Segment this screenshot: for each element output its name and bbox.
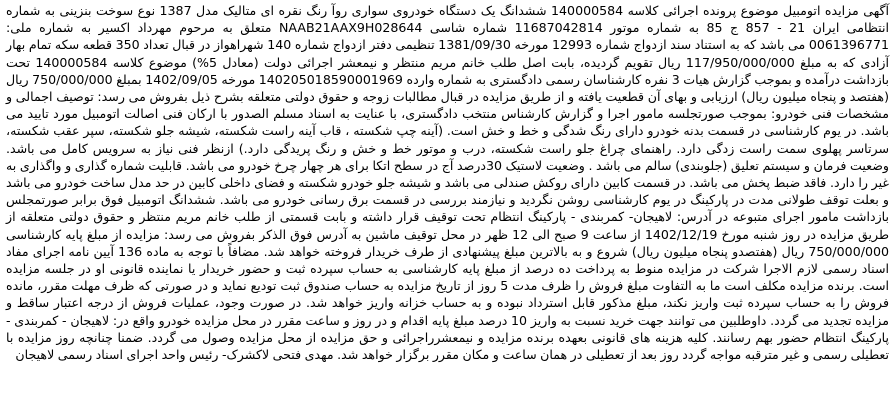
auction-notice: آگهی مزایده اتومبیل موضوع پرونده اجرائی کلاسه 140000584 ششدانگ یک دستگاه خودروی سواری روآ رنگ نقره ای متالیک مدل 1387 نوع سوخت بنزینی به شماره انتظامی ایران 21 - 857 ج 85 به شماره موتور 11687042814 شماره شاسی NAAB21AAX9H028644 متعلق به مرحوم مهرداد اکسیر به شماره ملی: 0061396771 می باشد که به استناد سند ازدواج شماره 12993 مورخه 1381/09/30 تنظیمی دفتر ازدواج شماره 140 شهراهواز در قبال تعداد 350 قطعه سکه تمام بهار آزادی که به مبلغ 117/950/000/000 ریال تقویم گردیده، بابت اصل طلب خانم مریم منتظر و نیمعشر اجرائی دولت (معادل 5%) موضوع کلاسه 140000584 تحت بازداشت درآمده و بموجب گزارش هیات 3 نفره کارشناسان رسمی دادگستری به شماره وارده 140205018590001969 مورخه 1402/09/05 بمبلغ 750/000/000 ریال (هفتصد و پنجاه میلیون ریال) ارزیابی و بهای آن قطعیت یافته و از طریق مزایده در قبال مطالبات زوجه و حقوق دولتی متعلقه بشرح ذیل بفروش می رسد: توصیف اجمالی و مشخصات فنی خودرو: بموجب صورتجلسه مامور اجرا و گزارش کارشناس منتخب دادگستری، با عنایت به اسناد مسلم الصدور با ارکان فنی اصالت اتومبیل مورد تایید می باشد. در یوم کارشناسی در قسمت بدنه خودرو دارای رنگ شدگی و خط و خش است. (آینه چپ شکسته ، قاب آینه راست شکسته، شیشه جلو شکسته، سپر عقب شکسته، سرتاسر پهلوی سمت راست زدگی دارد. راهنمای چراغ جلو راست شکسته، درب و موتور خط و خش و رنگ پریدگی دارد.) ازنظر فنی نیاز به سرویس کامل می باشد. وضعیت فرمان و سیستم تعلیق (جلوبندی) سالم می باشد . وضعیت لاستیک 30درصد آج در سطح اتکا برای هر چهار چرخ خودرو می باشد. قابلیت شماره گذاری و واگذاری به غیر را دارد. فاقد ضبط پخش می باشد. در قسمت کابین دارای روکش صندلی می باشد و شیشه جلو خودرو شکسته و فضای داخلی کابین در حد مدل ساخت خودرو می باشد و بعلت توقف طولانی مدت در پارکینگ در یوم کارشناسی روشن نگردید و نیازمند بررسی در قسمت برق رسانی خودرو می باشد. ششدانگ اتومبیل فوق برابر صورتمجلس بازداشت مامور اجرای متبوعه در آدرس: لاهیجان- کمربندی - پارکینگ انتظام تحت توقیف قرار داشته و بابت قسمتی از طلب خانم مریم منتظر و حقوق دولتی متعلقه از طریق مزایده در روز شنبه مورخ 1402/12/19 از ساعت 9 صبح الی 12 ظهر در محل توقیف ماشین به آدرس فوق الذکر بفروش می رسد: مزایده از مبلغ پایه کارشناسی 750/000/000 ریال (هفتصدو پنجاه میلیون ریال) شروع و به بالاترین مبلغ پیشنهادی از طرف خریدار فروخته خواهد شد. مضافاً با توجه به ماده 136 آیین نامه اجرای مفاد اسناد رسمی لازم الاجرا شرکت در مزایده منوط به پرداخت ده درصد از مبلغ پایه کارشناسی به حساب سپرده ثبت و حضور خریدار یا نماینده قانونی او در جلسه مزایده است. برنده مزایده مکلف است ما به التفاوت مبلغ فروش را ظرف مدت 5 روز از تاریخ مزایده به حساب صندوق ثبت تودیع نماید و در صورتی که ظرف مهلت مقرر، مانده فروش را به حساب سپرده ثبت واریز نکند، مبلغ مذکور قابل استرداد نبوده و به حساب خزانه واریز خواهد شد. در صورت وجود، عملیات فروش از درجه اعتبار ساقط و مزایده تجدید می گردد. داوطلبین می توانند جهت خرید نسبت به واریز 10 درصد مبلغ پایه اقدام و در روز و ساعت مقرر در محل مزایده خودرو واقع در: لاهیجان - کمربندی - پارکینگ انتظام حضور بهم رسانند. کلیه هزینه های قانونی بعهده برنده مزایده و نیمعشرراجرائی و حق مزایده از محل مزایده وصول می گردد. ضمنا چنانچه روز مزایده با تعطیلی رسمی و غیر مترقبه مواجه گردد روز بعد از تعطیلی در همان ساعت و مکان مقرر برگزار خواهد شد. مهدی فتحی لاکشرک- رئیس واحد اجرای اسناد رسمی لاهیجان: [6, 3, 890, 363]
